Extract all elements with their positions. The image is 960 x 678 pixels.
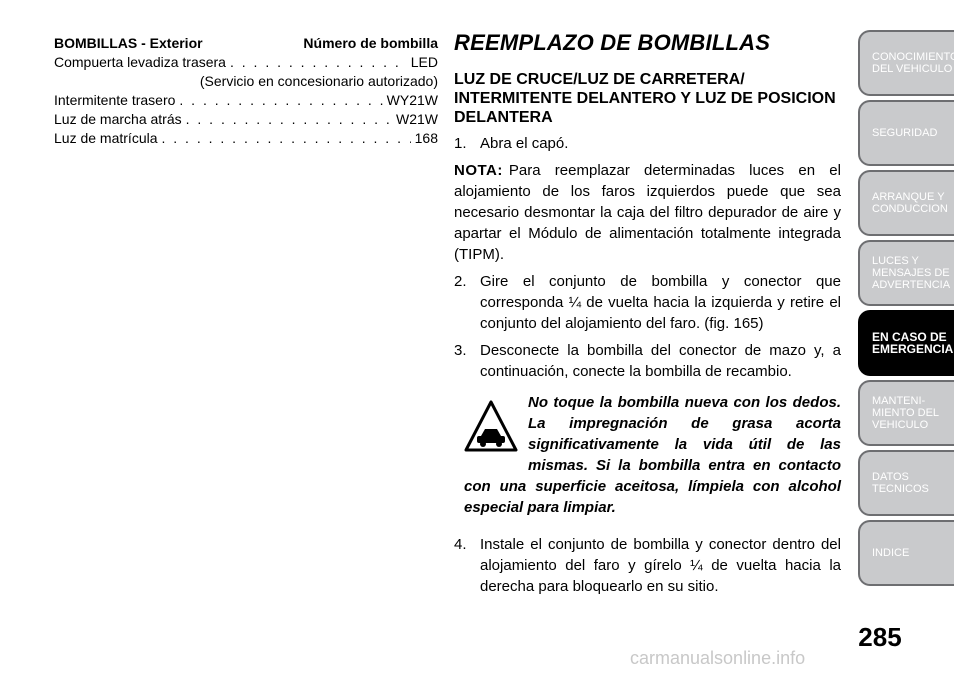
step-text: Abra el capó. <box>480 135 569 152</box>
dot-leader <box>179 91 382 110</box>
bulb-row-label: Intermitente trasero <box>54 92 176 108</box>
tab-conocimiento[interactable]: CONOCIMIENTO DEL VEHICULO <box>858 30 954 96</box>
page-number: 285 <box>858 622 902 652</box>
section-heading: LUZ DE CRUCE/LUZ DE CARRETERA/ INTERMITENTE DELANTERO Y LUZ DE POSICION DELANTERA <box>454 71 836 126</box>
step-item <box>454 271 841 334</box>
tab-seguridad[interactable]: SEGURIDAD <box>858 100 954 166</box>
step-number: 1. <box>454 135 467 152</box>
step-text: Desconecte la bombilla del conector de mazo y, a continuación, conecte la bombilla de recambio. <box>480 342 841 380</box>
bulb-table-note: (Servicio en concesionario autorizado) <box>199 73 438 89</box>
step-number: 2. <box>454 273 467 290</box>
bulb-table-header <box>54 34 438 53</box>
note-paragraph <box>454 160 841 265</box>
step-item <box>454 133 841 154</box>
watermark: carmanualsonline.info <box>630 648 806 668</box>
note-label: NOTA: <box>454 162 503 179</box>
warning-triangle-car-icon <box>464 400 518 452</box>
tab-arranque[interactable]: ARRANQUE Y CONDUCCION <box>858 170 954 236</box>
tab-indice[interactable]: INDICE <box>858 520 954 586</box>
bulb-table-header-left: BOMBILLAS - Exterior <box>54 35 203 51</box>
bulb-row <box>54 91 438 110</box>
tab-datos[interactable]: DATOS TECNICOS <box>858 450 954 516</box>
bulb-row-label: Compuerta levadiza trasera <box>54 54 226 70</box>
bulb-row-value: LED <box>410 54 438 70</box>
bulb-row <box>54 110 438 129</box>
dot-leader <box>186 110 392 129</box>
step-item <box>454 340 841 382</box>
section-tabs <box>858 30 959 590</box>
warning-block <box>464 392 841 518</box>
step-item <box>454 534 841 597</box>
note-text: Para reemplazar determinadas luces en el alojamiento de los faros izquierdos puede que sea necesario desmontar la caja del filtro depurador de aire y apartar el Módulo de alimentación totalmente integrada (TIPM). <box>454 162 841 263</box>
dot-leader <box>162 129 411 148</box>
step-text: Gire el conjunto de bombilla y conector que corresponda ¼ de vuelta hacia la izquierda y retire el conjunto del alojamiento del faro. (fig. 165) <box>480 273 841 332</box>
bulb-row <box>54 129 438 148</box>
step-number: 4. <box>454 536 467 553</box>
bulb-row-label: Luz de matrícula <box>54 130 158 146</box>
page-title: REEMPLAZO DE BOMBILLAS <box>454 30 771 55</box>
tab-luces[interactable]: LUCES Y MENSAJES DE ADVERTENCIA <box>858 240 954 306</box>
bulb-table-header-right: Número de bombilla <box>303 35 438 51</box>
bulb-row-value: WY21W <box>386 92 438 108</box>
warning-text: No toque la bombilla nueva con los dedos. La impregnación de grasa acorta significativamente la vida útil de las mismas. Si la bombilla entra en contacto con una superficie aceitosa, límpiela con alcohol especial para limpiar. <box>464 394 841 516</box>
step-text: Instale el conjunto de bombilla y conector dentro del alojamiento del faro y gírelo ¼ de vuelta hacia la derecha para bloquearlo en su sitio. <box>480 536 841 595</box>
bulb-row <box>54 53 438 72</box>
bulb-table <box>54 34 438 148</box>
main-content <box>454 30 841 603</box>
tab-emergencia[interactable]: EN CASO DE EMERGENCIA <box>858 310 954 376</box>
dot-leader <box>230 53 407 72</box>
bulb-row-label: Luz de marcha atrás <box>54 111 182 127</box>
bulb-row-value: W21W <box>396 111 438 127</box>
step-number: 3. <box>454 342 467 359</box>
tab-mantenimiento[interactable]: MANTENI- MIENTO DEL VEHICULO <box>858 380 954 446</box>
bulb-row-value: 168 <box>414 130 438 146</box>
